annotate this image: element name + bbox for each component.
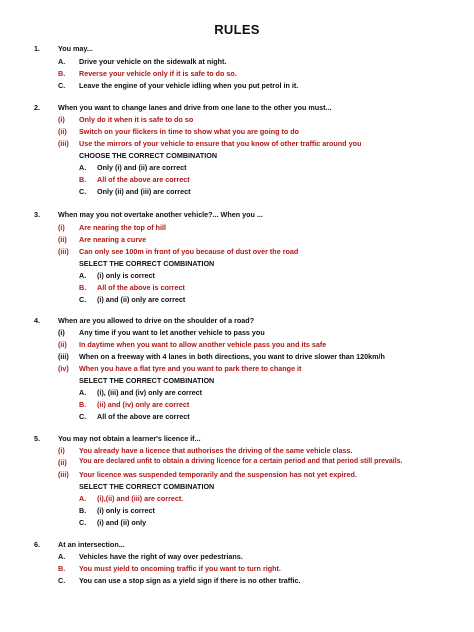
combination-text: Only (i) and (ii) are correct — [97, 163, 187, 172]
combination-text: (ii) and (iv) only are correct — [97, 400, 190, 409]
option-label: C. — [58, 576, 66, 585]
combination-heading: SELECT THE CORRECT COMBINATION — [79, 482, 215, 491]
combination-label: C. — [79, 295, 87, 304]
question-text: You may... — [58, 44, 93, 53]
combination-label: A. — [79, 163, 87, 172]
option-text: You must yield to oncoming traffic if you want to turn right. — [79, 564, 281, 573]
question-number: 5. — [34, 434, 40, 443]
question-number: 6. — [34, 540, 40, 549]
combination-text: (i) only is correct — [97, 506, 155, 515]
option-text: Use the mirrors of your vehicle to ensure that you know of other traffic around you — [79, 139, 362, 148]
combination-text: (i) and (ii) only are correct — [97, 295, 186, 304]
page-title: RULES — [214, 22, 260, 37]
question-text: You may not obtain a learner's licence if... — [58, 434, 201, 443]
option-label: B. — [58, 69, 66, 78]
option-text: Drive your vehicle on the sidewalk at night. — [79, 57, 227, 66]
option-text: When on a freeway with 4 lanes in both directions, you want to drive slower than 120km/h — [79, 352, 385, 361]
combination-heading: SELECT THE CORRECT COMBINATION — [79, 259, 215, 268]
question-text: When are you allowed to drive on the shoulder of a road? — [58, 316, 255, 325]
option-label: (i) — [58, 328, 65, 337]
question-text: At an intersection... — [58, 540, 125, 549]
combination-label: B. — [79, 283, 87, 292]
combination-label: B. — [79, 506, 87, 515]
option-label: (i) — [58, 223, 65, 232]
combination-label: B. — [79, 400, 87, 409]
combination-text: (i) and (ii) only — [97, 518, 147, 527]
combination-heading: SELECT THE CORRECT COMBINATION — [79, 376, 215, 385]
option-label: (iii) — [58, 352, 69, 361]
option-label: B. — [58, 564, 66, 573]
option-text: Your licence was suspended temporarily and the suspension has not yet expired. — [79, 470, 357, 479]
question-text: When you want to change lanes and drive from one lane to the other you must... — [58, 103, 332, 112]
option-text: Leave the engine of your vehicle idling when you put petrol in it. — [79, 81, 299, 90]
combination-text: All of the above are correct — [97, 412, 190, 421]
option-label: (iii) — [58, 247, 69, 256]
combination-label: A. — [79, 494, 87, 503]
option-label: (ii) — [58, 127, 67, 136]
option-label: (ii) — [58, 458, 67, 467]
option-label: (iv) — [58, 364, 69, 373]
option-label: (ii) — [58, 235, 67, 244]
option-label: (i) — [58, 115, 65, 124]
question-text: When may you not overtake another vehicle?... When you ... — [58, 210, 263, 219]
option-text: You already have a licence that authorises the driving of the same vehicle class. — [79, 446, 353, 455]
combination-text: (i),(ii) and (iii) are correct. — [97, 494, 184, 503]
option-text: You are declared unfit to obtain a driving licence for a certain period and that period still prevails. — [79, 458, 403, 465]
option-text: Switch on your flickers in time to show what you are going to do — [79, 127, 300, 136]
combination-label: A. — [79, 388, 87, 397]
combination-label: C. — [79, 518, 87, 527]
combination-heading: CHOOSE THE CORRECT COMBINATION — [79, 151, 218, 160]
option-label: A. — [58, 57, 66, 66]
option-label: (i) — [58, 446, 65, 455]
option-text: Are nearing a curve — [79, 235, 147, 244]
option-text: Are nearing the top of hill — [79, 223, 167, 232]
combination-text: All of the above is correct — [97, 283, 185, 292]
option-label: A. — [58, 552, 66, 561]
option-text: Reverse your vehicle only if it is safe to do so. — [79, 69, 237, 78]
question-number: 1. — [34, 44, 40, 53]
option-label: (iii) — [58, 470, 69, 479]
option-text: Only do it when it is safe to do so — [79, 115, 194, 124]
combination-text: (i) only is correct — [97, 271, 155, 280]
option-text: Vehicles have the right of way over pedestrians. — [79, 552, 243, 561]
option-label: (iii) — [58, 139, 69, 148]
combination-label: A. — [79, 271, 87, 280]
option-label: C. — [58, 81, 66, 90]
option-text: You can use a stop sign as a yield sign if there is no other traffic. — [79, 576, 301, 585]
option-text: When you have a flat tyre and you want to park there to change it — [79, 364, 302, 373]
option-text: In daytime when you want to allow another vehicle pass you and its safe — [79, 340, 327, 349]
combination-text: Only (ii) and (iii) are correct — [97, 187, 191, 196]
option-text: Any time if you want to let another vehicle to pass you — [79, 328, 265, 337]
combination-text: (i), (iii) and (iv) only are correct — [97, 388, 203, 397]
combination-label: C. — [79, 187, 87, 196]
question-number: 2. — [34, 103, 40, 112]
combination-label: C. — [79, 412, 87, 421]
option-text: Can only see 100m in front of you because of dust over the road — [79, 247, 299, 256]
question-number: 3. — [34, 210, 40, 219]
combination-label: B. — [79, 175, 87, 184]
option-label: (ii) — [58, 340, 67, 349]
question-number: 4. — [34, 316, 40, 325]
combination-text: All of the above are correct — [97, 175, 190, 184]
